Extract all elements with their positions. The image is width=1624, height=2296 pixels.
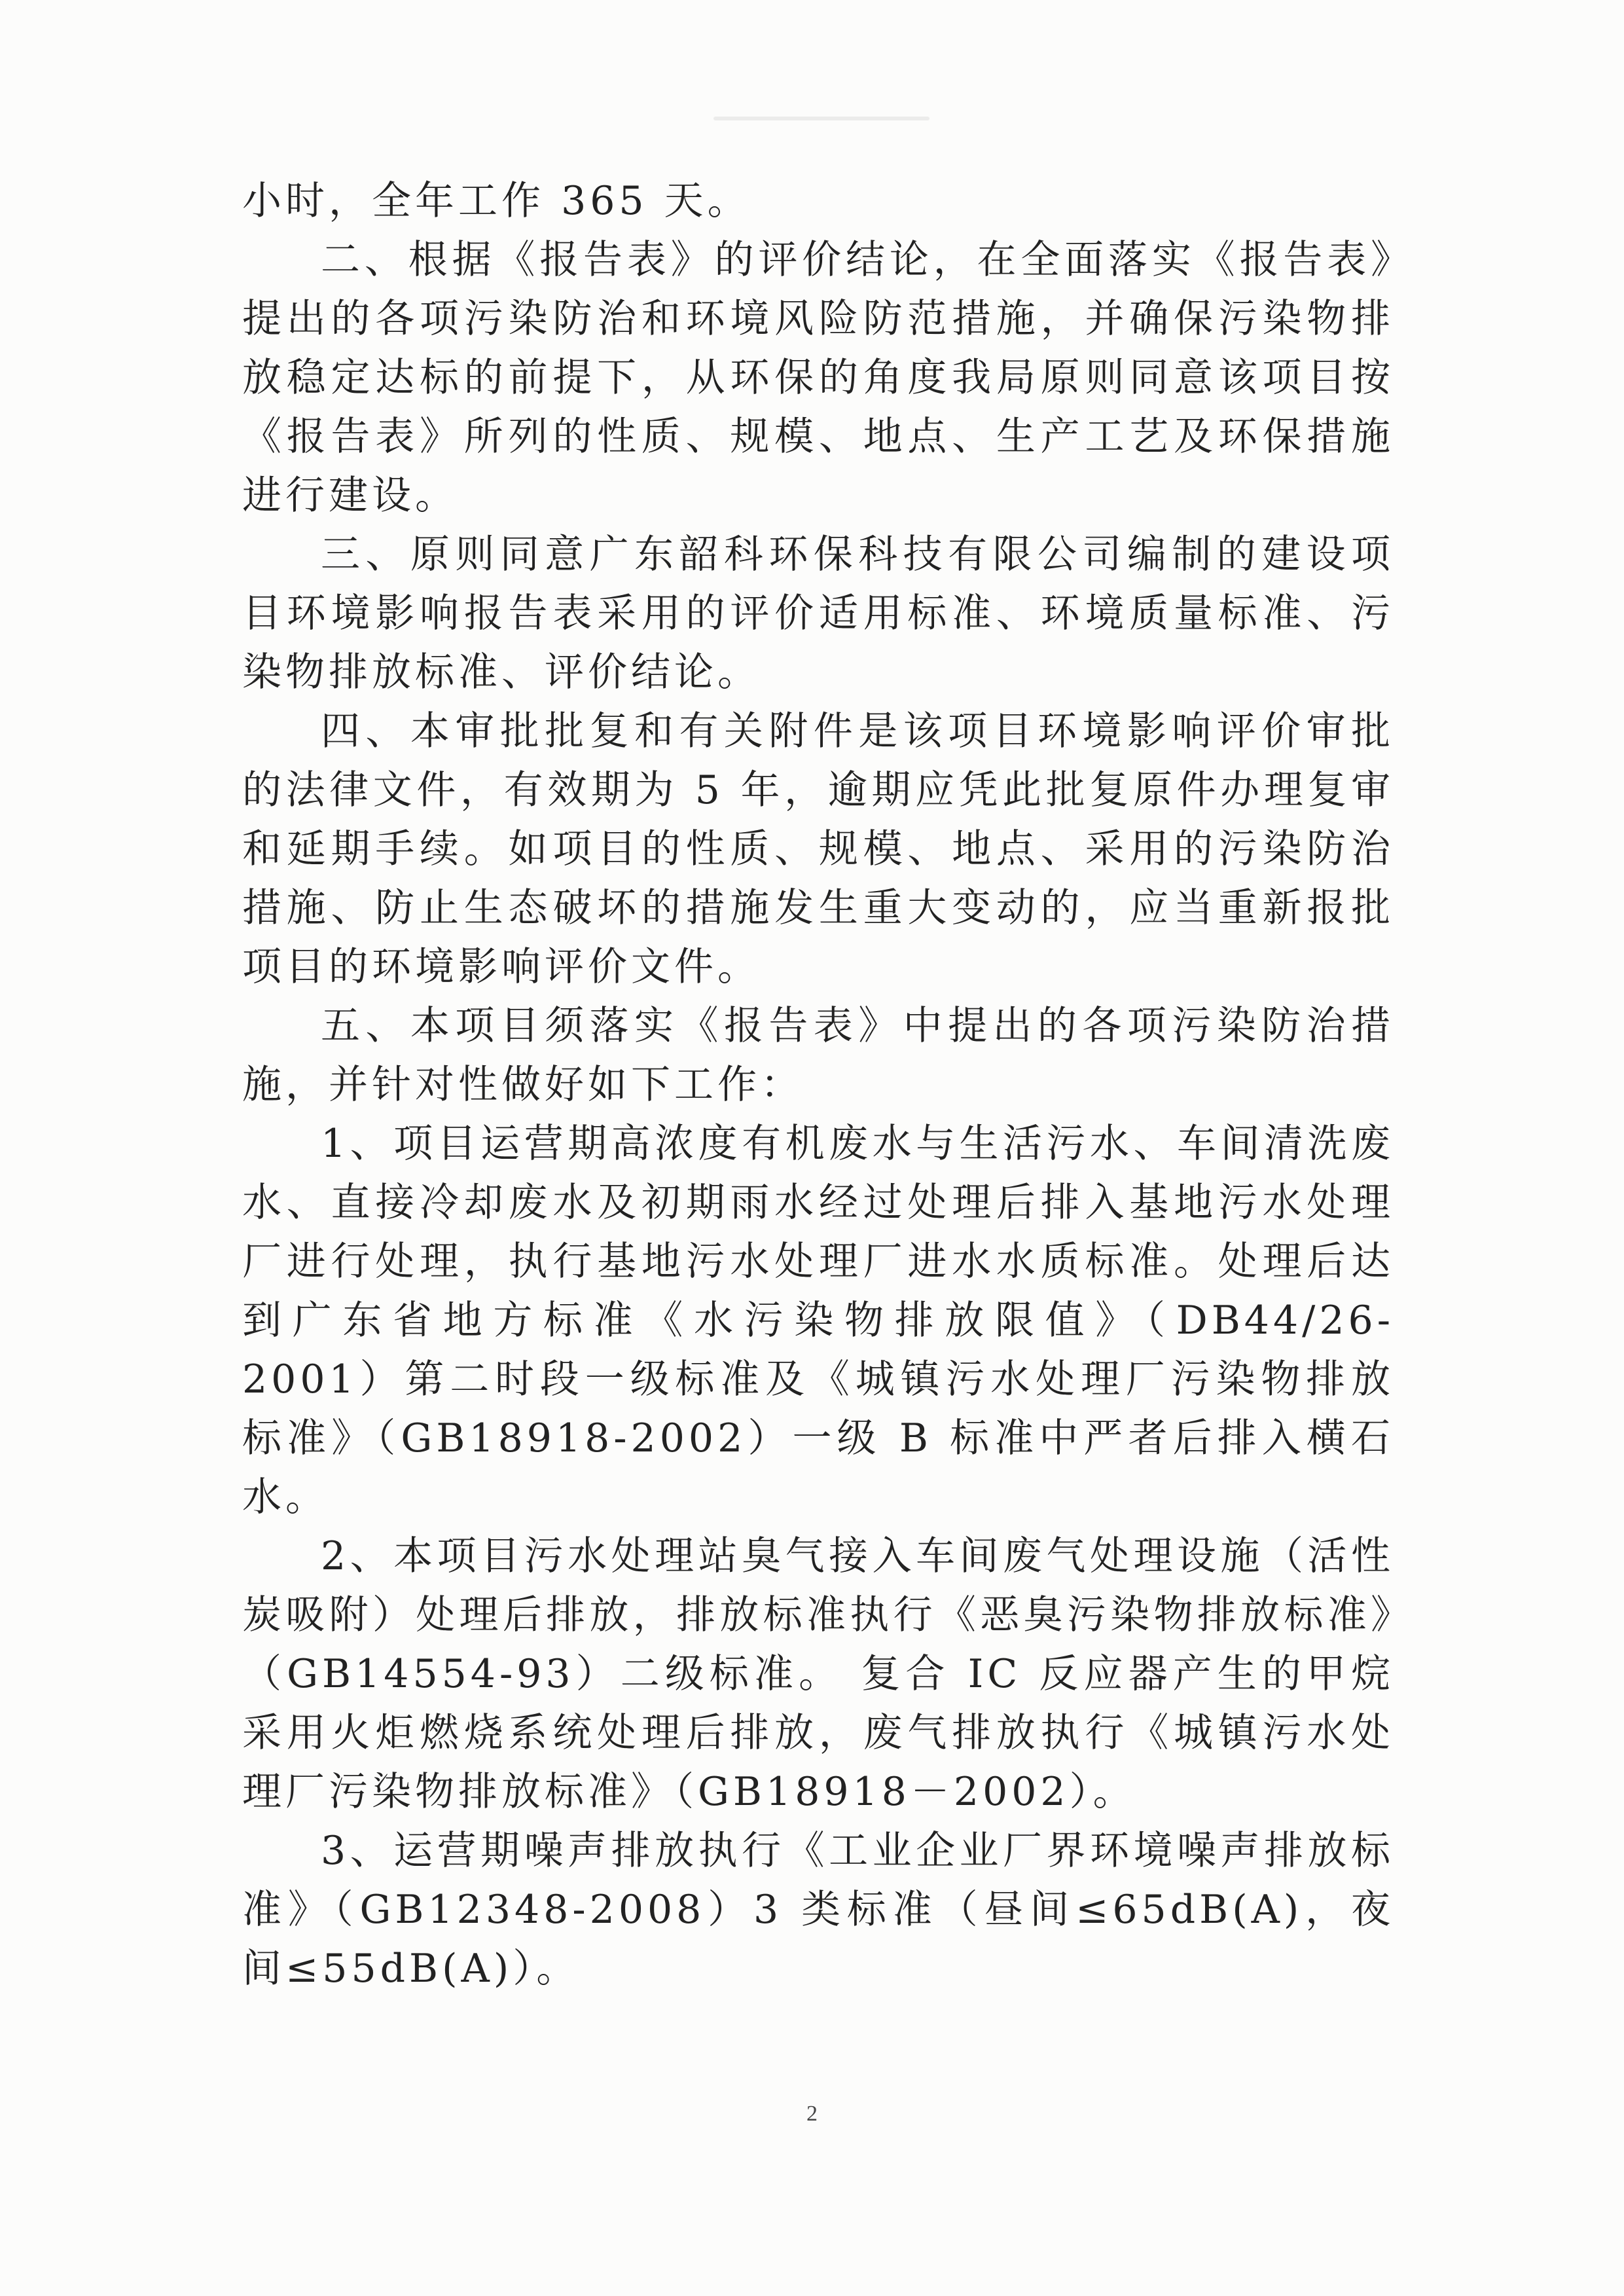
scan-artifact: [713, 117, 929, 120]
document-body: [242, 172, 1394, 1998]
page-number: 2: [806, 2102, 818, 2126]
paragraph-item-2: 二、根据《报告表》的评价结论，在全面落实《报告表》提出的各项污染防治和环境风险防范措施，并确保污染物排放稳定达标的前提下，从环保的角度我局原则同意该项目按《报告表》所列的性质、规模、地点、生产工艺及环保措施进行建设。: [242, 237, 1394, 519]
paragraph-item-3: 三、原则同意广东韶科环保科技有限公司编制的建设项目环境影响报告表采用的评价适用标准、环境质量标准、污染物排放标准、评价结论。: [242, 532, 1394, 695]
paragraph-item-5: 五、本项目须落实《报告表》中提出的各项污染防治措施，并针对性做好如下工作：: [242, 1003, 1394, 1108]
paragraph-subitem-3: 3、运营期噪声排放执行《工业企业厂界环境噪声排放标准》（GB12348-2008）3 类标准（昼间≤65dB(A)，夜间≤55dB(A)）。: [242, 1828, 1394, 1992]
paragraph-subitem-2: 2、本项目污水处理站臭气接入车间废气处理设施（活性炭吸附）处理后排放，排放标准执行《恶臭污染物排放标准》（GB14554-93）二级标准。 复合 IC 反应器产生的甲烷采用火炬燃烧系统处理后排放，废气排放执行《城镇污水处理厂污染物排放标准》（GB18918－2002）。: [242, 1533, 1394, 1815]
paragraph-item-4: 四、本审批批复和有关附件是该项目环境影响评价审批的法律文件，有效期为 5 年，逾期应凭此批复原件办理复审和延期手续。如项目的性质、规模、地点、采用的污染防治措施、防止生态破坏的措施发生重大变动的，应当重新报批项目的环境影响评价文件。: [242, 708, 1394, 990]
paragraph-continuation: 小时，全年工作 365 天。: [242, 178, 751, 224]
paragraph-subitem-1: 1、项目运营期高浓度有机废水与生活污水、车间清洗废水、直接冷却废水及初期雨水经过处理后排入基地污水处理厂进行处理，执行基地污水处理厂进水水质标准。处理后达到广东省地方标准《水污染物排放限值》（DB44/26-2001）第二时段一级标准及《城镇污水处理厂污染物排放标准》（GB18918-2002）一级 B 标准中严者后排入横石水。: [242, 1121, 1394, 1520]
